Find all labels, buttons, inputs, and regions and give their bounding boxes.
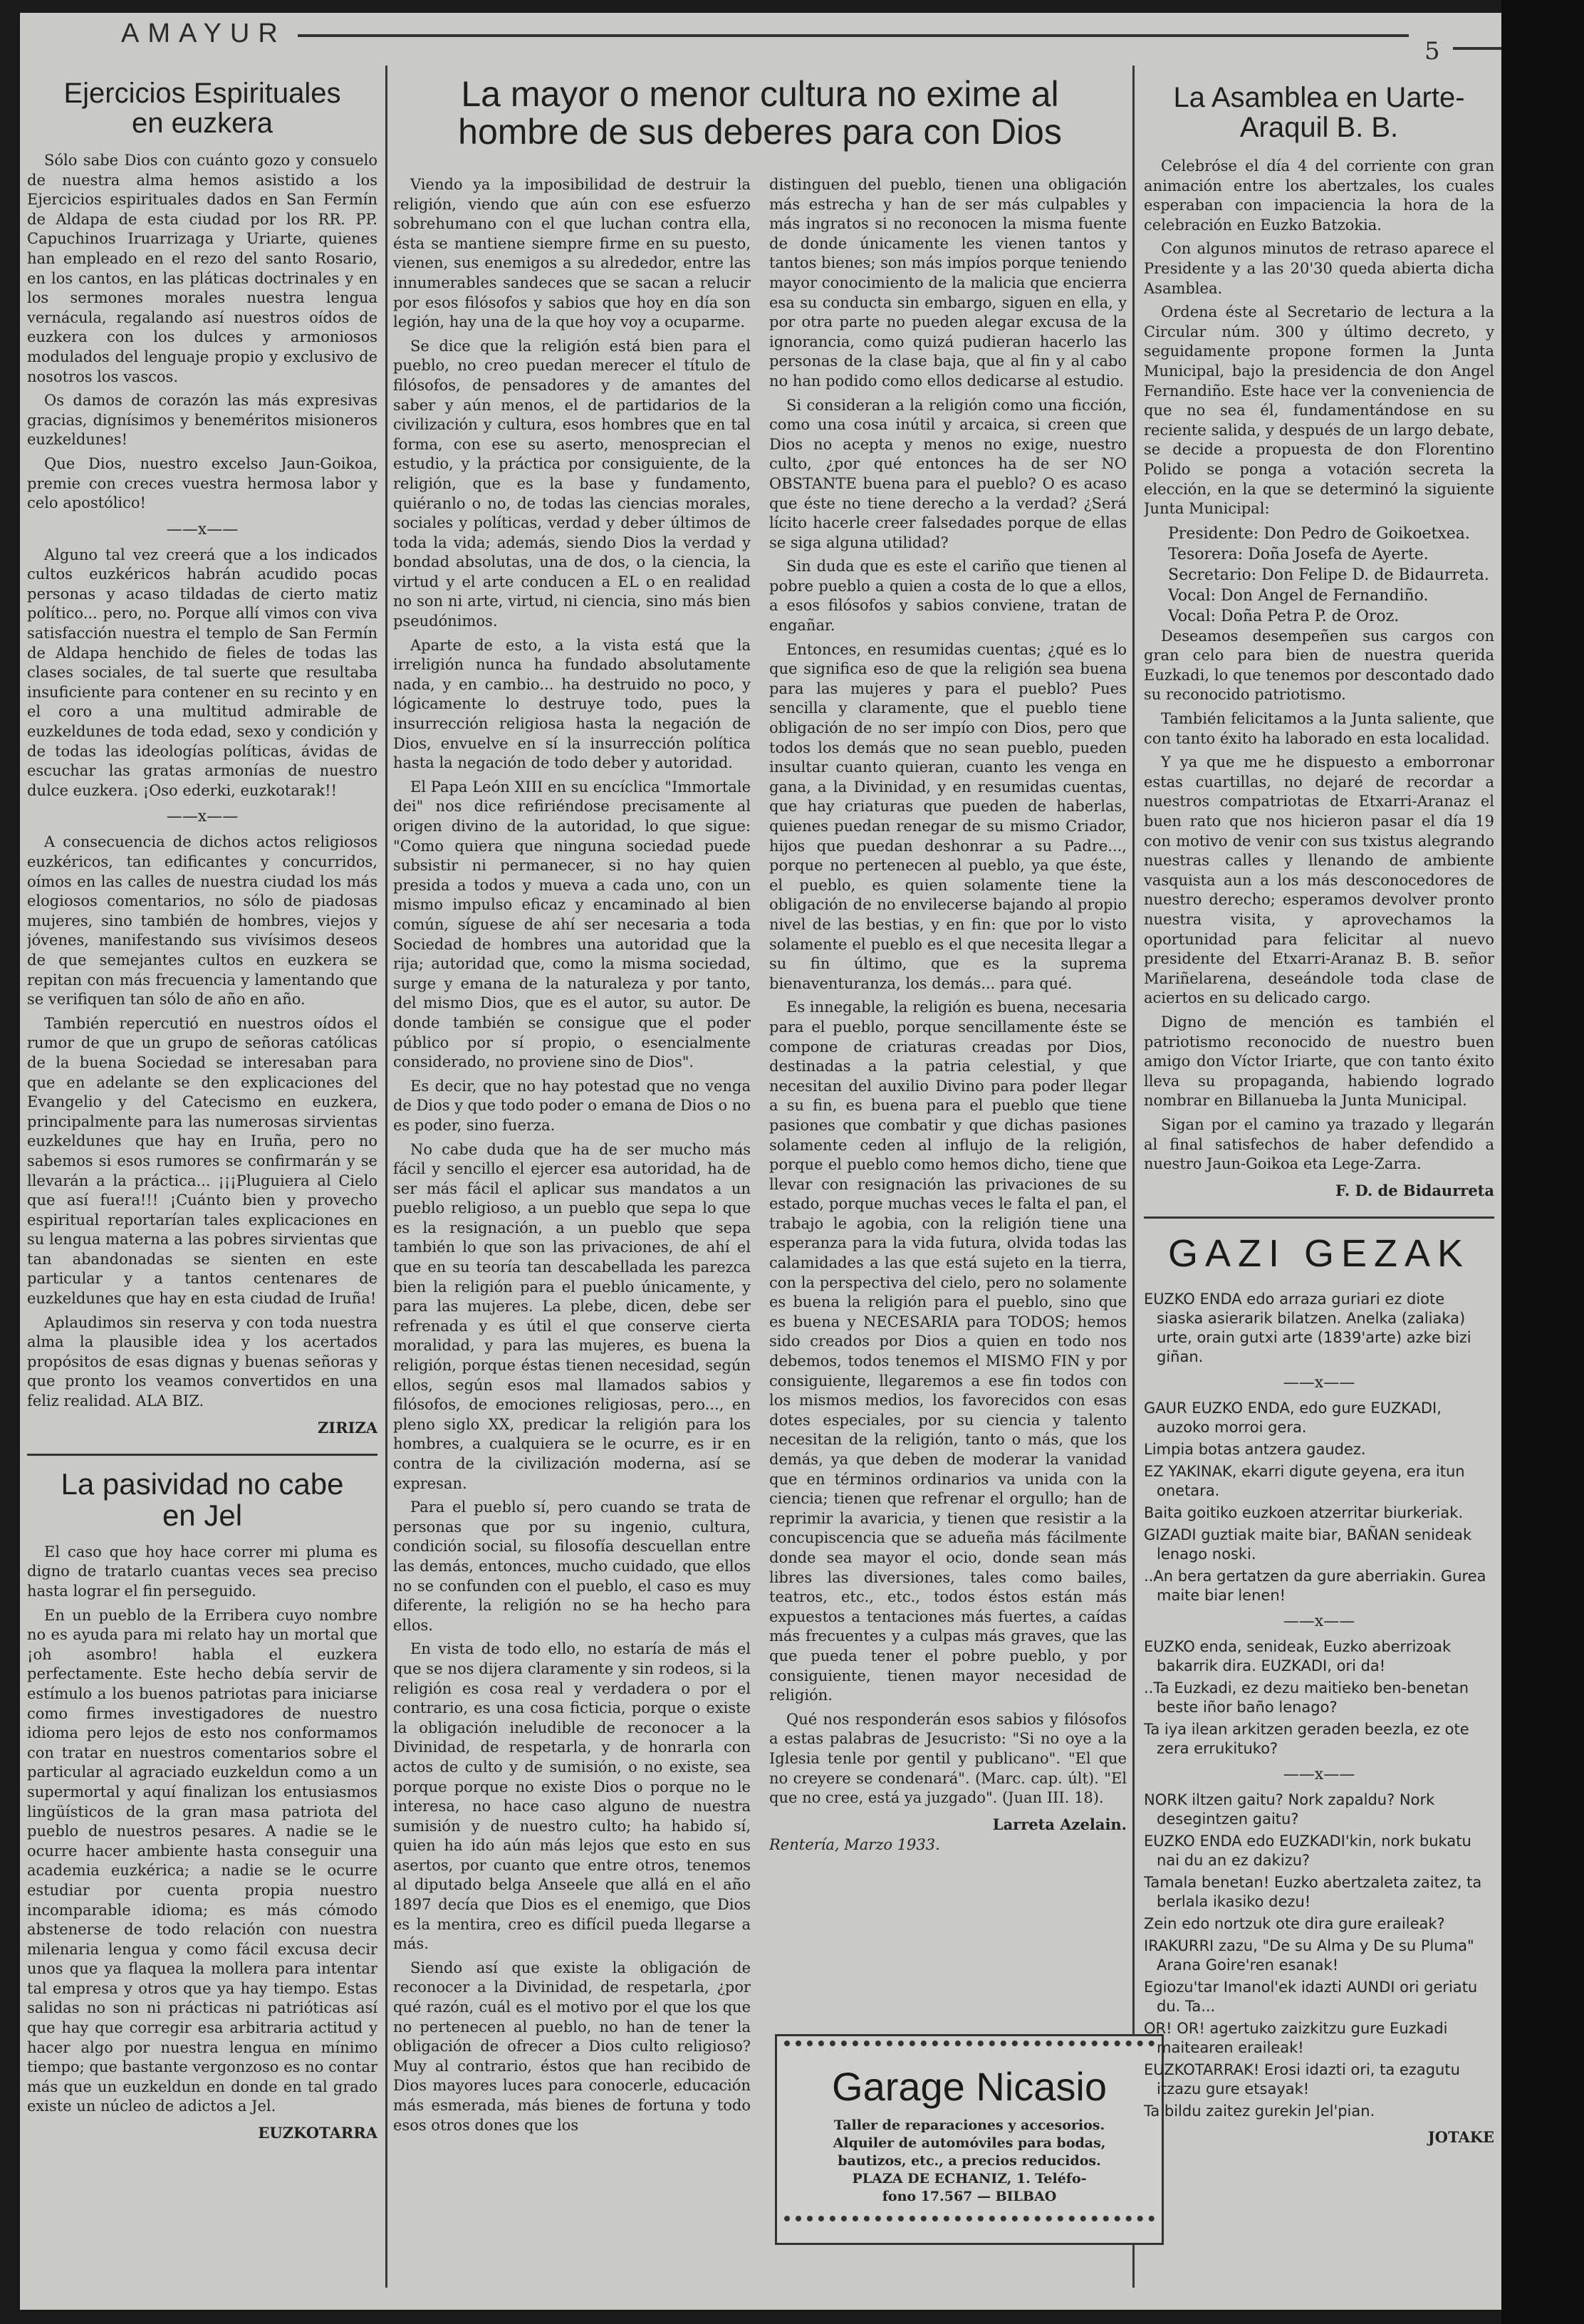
paragraph: Qué nos responderán esos sabios y filósofos a estas palabras de Jesucristo: "Si no oye a la Iglesia tenle por gentil y publicano". "El que no creyere se condenará". (Marc. cap. últ). "El que no cree, está ya juzgado". (Juan III. 18). [769,1710,1127,1807]
paragraph: Se dice que la religión está bien para el pueblo, no creo puedan merecer el título de filósofos, de pensadores y de amantes del saber y aún menos, el de partidarios de la civilización y cultura, esos hombres que en tal forma, con ese su aserto, menosprecian el estudio, y la práctica por consiguiente, de la religión, que es la base y fundamento, quiéranlo o no, de todas las ciencias morales, sociales y políticas, verdad y deber últimos de toda la vida; además, siendo Dios la verdad y bondad absolutas, una de dos, o la ciencia, la virtud y el arte conducen a EL o en realidad no son ni arte, virtud, ni ciencia, sino más bien pseudónimos. [393,337,751,630]
officer-line: Vocal: Don Angel de Fernandiño. [1168,586,1429,605]
column-divider [1132,66,1135,2288]
column-center [393,68,1127,2298]
place-date: Rentería, Marzo 1933. [769,1835,940,1853]
gazi-gezak-section [1144,1231,1494,2146]
article-title [27,78,377,138]
gazi-item: Tamala benetan! Euzko abertzaleta zaitez, ta berlala ikasiko dezu! [1144,1873,1482,1910]
paragraph: En un pueblo de la Erribera cuyo nombre no es ayuda para mi relato hay un mortal que ¡oh asombro! habla el euzkera perfectamente. Este hecho debía servir de estímulo a los buenos patriotas para iniciarse como firmes investigadores de nuestro idioma pero lejos de esto nos conformamos con tratar en nuestros comentarios sobre el particular al agraciado euzkeldun como a un supermortal y aquí finalizan los entusiasmos lingüísticos de la gran masa patriota del pueblo de nuestros pesares. A nadie se le ocurre hacer ambiente hasta conseguir una academia euzkérica; a nadie se le ocurre estudiar por cuenta propia nuestro incomparable idioma; es más cómodo abstenerse de todo relación con nuestra milenaria lengua y como fácil excusa decir unos que ya flaquea la mollera para intentar tal empresa y otros que ya hay tiempo. Estas salidas no son ni prácticas ni patrióticas así que hay que corregir esa arbitraria actitud y hacer algo por nuestra lengua en mínimo tiempo; que bastante vergonzoso es no contar más que un euzkeldun en donde en tal grado existe un núcleo de adictos a Jel. [27,1606,377,2115]
paragraph: Aparte de esto, a la vista está que la irreligión nunca ha fundado absolutamente nada, y en cambio... ha destruido no poco, y lógicamente lo destruye todo, pues la insurrección religiosa hasta la negación de Dios, envuelve en sí la insurrección política hasta la negación de todo deber y autoridad. [393,636,751,772]
separator: ——x—— [166,520,239,538]
article-title [393,75,1127,150]
paragraph: Viendo ya la imposibilidad de destruir la religión, viendo que aún con ese esfuerzo sobrehumano con el que luchan contra ella, ésta se mantiene siempre firme en su puesto, vienen, sus enemigos a su alrededor, entre las innumerables sandeces que se sacan a relucir por esos filósofos y sabios que hoy en día son legión, hay una de la que hoy voy a ocuparme. [393,176,751,331]
separator: ——x—— [1283,1765,1355,1783]
gazi-item: GIZADI guztiak maite biar, BAÑAN senideak lenago noski. [1144,1526,1472,1563]
paragraph: distinguen del pueblo, tienen una obligación más estrecha y han de ser más culpables y más ingratos si no reconocen la misma fuente de donde únicamente les vienen tantos y tantos bienes; son más impíos porque teniendo mayor conocimiento de la malicia que encierra esa su conducta sin embargo, siguen en ella, y por otra parte no pueden alegar excusa de la ignorancia, como quizá pudieran hacerlo las personas de la clase baja, que al fin y al cabo no han podido como ellos dedicarse al estudio. [769,176,1127,390]
paragraph: También repercutió en nuestros oídos el rumor de que un grupo de señoras católicas de la buena Sociedad se interesaban para que en adelante se den explicaciones del Evangelio y del Catecismo en euzkera, principalmente para las numerosas sirvientas euzkeldunes que hay en Iruña, pero no sabemos si esos rumores se confirmarán y se llevarán a la práctica... ¡¡¡Pluguiera al Cielo que así fuera!!! ¡Cuánto bien y provecho espiritual reportarían tales explicaciones en su lengua materna a las pobres sirvientas que tan abandonadas se sienten en este particular y a tantos centenares de euzkeldunes que hay en esta ciudad de Iruña! [27,1014,377,1308]
ad-title: Garage Nicasio [832,2064,1107,2109]
paragraph: Que Dios, nuestro excelso Jaun-Goikoa, premie con creces vuestra hermosa labor y celo apostólico! [27,454,377,512]
ad-line: Taller de reparaciones y accesorios. [833,2117,1105,2133]
masthead-rule-right [1453,47,1501,50]
column-divider [385,66,387,2288]
title-line: La mayor o menor cultura no exime al [461,74,1059,114]
article-title [1144,83,1494,142]
gazi-item: NORK iltzen gaitu? Nork zapaldu? Nork desegintzen gaitu? [1144,1791,1435,1828]
paragraph: Es decir, que no hay potestad que no venga de Dios y que todo poder o emana de Dios o no es poder, sino fuerza. [393,1077,751,1134]
center-subcolumn-left [393,175,751,2294]
title-line: en euzkera [132,108,273,139]
paragraph: A consecuencia de dichos actos religiosos euzkéricos, tan edificantes y concurridos, oímos en las calles de nuestra ciudad los más elogiosos comentarios, no sólo de piadosas mujeres, sino también de hombres, viejos y jóvenes, manifestando sus vivísimos deseos de que semejantes cultos en euzkera se repitan con más frecuencia y lamentando que se verifiquen tan sólo de año en año. [27,833,377,1009]
paragraph: Entonces, en resumidas cuentas; ¿qué es lo que significa eso de que la religión sea buena para las mujeres y para el pueblo? Pues sencilla y claramente, que el pueblo tiene obligación de no ser impío con Dios, pero que todos los demás que no sean pueblo, pueden insultar cuanto quieran, cuanto les venga en gana, a la Divinidad, y en resumidas cuentas, que hay criaturas que pueden de haberlas, quienes puedan renegar de su mismo Criador, hijos que puedan deshonrar a su Padre..., porque no pertenecen al pueblo, ya que éste, el pueblo, es quien solamente tiene la obligación de no envilecerse bajando al propio nivel de las bestias, y en fin: que por lo visto solamente el pueblo es el que necesita llegar a su fin último, que es la suprema bienaventuranza, los demás... para qué. [769,640,1127,992]
garage-advertisement [775,2034,1164,2245]
signature: EUZKOTARRA [258,2124,377,2142]
paragraph: También felicitamos a la Junta saliente, que con tanto éxito ha laborado en esta localidad. [1144,710,1494,747]
gazi-item: ..Ta Euzkadi, ez dezu maitieko ben-benetan beste iñor baño lenago? [1144,1679,1469,1716]
title-line: Araquil B. B. [1239,112,1399,143]
ad-border-pattern [784,2041,1155,2056]
title-line: La Asamblea en Uarte- [1173,82,1465,113]
ad-line: bautizos, etc., a precios reducidos. [838,2153,1101,2169]
paragraph: Y ya que me he dispuesto a emborronar estas cuartillas, no dejaré de recordar a nuestros compatriotas de Etxarri-Aranaz el buen rato que nos hicieron pasar el día 19 con motivo de venir con sus txistus alegrando nuestras calles y llenando de ambiente vasquista aun a los más desconocedores de nuestro derecho; esperamos devolver pronto nuestra visita, y aprovechamos la oportunidad para felicitar al nuevo presidente del Etxarri-Aranaz B. B. señor Mariñelarena, deseándole toda clase de aciertos en su delicado cargo. [1144,754,1494,1007]
column-left [27,68,377,2298]
paragraph: No cabe duda que ha de ser mucho más fácil y sencillo el ejercer esa autoridad, ha de ser más fácil el aplicar sus mandatos a un pueblo religioso, a un pueblo que sepa lo que es la resignación, a un pueblo que sepa también lo que son las privaciones, de ahí el que en su teoría tan descabellada les parezca bien la religión para el pueblo únicamente, y para las mujeres. La plebe, dicen, debe ser refrenada y es útil el que conserve cierta moralidad, y para las mujeres, es buena la religión, porque éstas tienen necesidad, según ellos, según esos mal llamados sabios y filósofos, de emociones religiosas, pero..., en pleno siglo XX, predicar la religión para los hombres, a cualquiera se le ocurre, es ir en contra de la civilización moderna, así se expresan. [393,1140,751,1492]
article-ejercicios [27,78,377,1437]
separator: ——x—— [1283,1612,1355,1630]
separator: ——x—— [1283,1373,1355,1392]
paragraph: Sin duda que es este el cariño que tienen al pobre pueblo a quien a costa de lo que a ellos, a esos filósofos y sabios conviene, tratan de engañar. [769,558,1127,635]
article-pasividad [27,1466,377,2142]
title-line: hombre de sus deberes para con Dios [458,111,1062,152]
column-right [1144,68,1494,2298]
ad-line: Alquiler de automóviles para bodas, [833,2135,1106,2151]
gazi-item: Limpia botas antzera gaudez. [1144,1440,1366,1458]
paragraph: Digno de mención es también el patriotismo reconocido de nuestro buen amigo don Víctor Iriarte, que con tanto éxito lleva su propaganda, habiendo logrado nombrar en Billanueba la Junta Municipal. [1144,1013,1494,1110]
masthead [20,13,1501,66]
newspaper-page [20,13,1501,2310]
paragraph: Alguno tal vez creerá que a los indicados cultos euzkéricos habrán acudido pocas personas y acaso tildadas de cierto matiz político... pero, no. Porque allí vimos con viva satisfacción nuestra el templo de San Fermín de Aldapa henchido de fieles de todas las clases sociales, de tal suerte que resultaba insuficiente para contener en su recinto y en el coro a una multitud admirable de euzkeldunes de toda edad, sexo y condición y de todas las ideologías políticas, ávidas de escuchar las gratas armonías de nuestro dulce euzkera. ¡Oso ederki, euzkotarak!! [27,546,377,799]
title-line: en Jel [162,1498,243,1532]
gazi-item: EUZKO ENDA edo EUZKADI'kin, nork bukatu nai du an ez dakizu? [1144,1832,1471,1869]
gazi-item: EUZKOTARRAK! Erosi idazti ori, ta ezagutu itzazu gure etsayak! [1144,2060,1460,2098]
paragraph: Con algunos minutos de retraso aparece el Presidente y a las 20'30 queda abierta dicha Asamblea. [1144,240,1494,297]
ad-line: PLAZA DE ECHANIZ, 1. Teléfo- [852,2171,1087,2187]
paragraph: El Papa León XIII en su encíclica "Immortale dei" nos dice refiriéndose precisamente al origen divino de la autoridad, lo que sigue: "Como quiera que ninguna sociedad puede subsistir ni permanecer, si no hay quien presida a todos y mueva a cada uno, con un mismo impulso eficaz y encaminado al bien común, síguese de ahí ser necesaria a toda Sociedad de hombres una autoridad que la rija; autoridad que, como la misma sociedad, surge y emana de la naturaleza y por tanto, del mismo Dios, que es el autor, su autor. De donde también se consigue que el poder público por sí propio, o esencialmente considerado, no proviene sino de Dios". [393,778,751,1071]
gazi-item: EZ YAKINAK, ekarri digute geyena, era itun onetara. [1144,1462,1465,1499]
center-subcolumn-right [769,175,1127,2027]
gazi-item: GAUR EUZKO ENDA, edo gure EUZKADI, auzoko morroi gera. [1144,1399,1442,1436]
title-line: Ejercicios Espirituales [63,78,341,109]
paragraph: Sólo sabe Dios con cuánto gozo y consuelo de nuestra alma hemos asistido a los Ejercicios espirituales dados en San Fermín de Aldapa de esta ciudad por los RR. PP. Capuchinos Iruarrizaga y Uriarte, quienes han empleado en el rezo del santo Rosario, en los cantos, en las pláticas doctrinales y en los sermones morales nuestra lengua vernácula, regalando así nuestros oídos de euzkera con los dulces y armoniosos modulados del lenguaje propio y exclusivo de nosotros los vascos. [27,152,377,385]
page-number: 5 [1424,37,1440,66]
officer-line: Presidente: Don Pedro de Goikoetxea. [1168,524,1470,543]
gazi-item: Egiozu'tar Imanol'ek idazti AUNDI ori geriatu du. Ta... [1144,1978,1478,2015]
paragraph: El caso que hoy hace correr mi pluma es digno de tratarlo cuantas veces sea preciso hasta lograr el fin perseguido. [27,1543,377,1600]
article-divider [1144,1216,1494,1219]
officer-line: Tesorera: Doña Josefa de Ayerte. [1168,545,1429,563]
gazi-item: Baita goitiko euzkoen atzerritar biurkeriak. [1144,1504,1464,1521]
gazi-item: EUZKO enda, senideak, Euzko aberrizoak bakarrik dira. EUZKADI, ori da! [1144,1637,1452,1674]
article-divider [27,1454,377,1456]
paragraph: Aplaudimos sin reserva y con toda nuestra alma la plausible idea y los acertados propósitos de esas dignas y buenas señoras y que pronto los veamos convertidos en una feliz realidad. ALA BIZ. [27,1313,377,1410]
signature: Larreta Azelain. [992,1815,1127,1833]
ad-line: fono 17.567 — BILBAO [882,2189,1057,2204]
signature: F. D. de Bidaurreta [1335,1181,1494,1199]
paragraph: Celebróse el día 4 del corriente con gran animación entre los abertzales, los cuales esperaban con impaciencia la hora de la celebración en Euzko Batzokia. [1144,157,1494,234]
paragraph: Ordena éste al Secretario de lectura a la Circular núm. 300 y último decreto, y seguidamente propone formen la Junta Municipal, bajo la presidencia de don Angel Fernandiño. Este hace ver la conveniencia de que no sea él, fundamentándose en su reciente salida, y después de un largo debate, se decide a propuesta de don Florentino Polido se ponga a votación secreta la elección, en la que se determinó la siguiente Junta Municipal: [1144,303,1494,518]
title-line: La pasividad no cabe [61,1466,344,1501]
officer-line: Vocal: Doña Petra P. de Oroz. [1168,607,1400,625]
article-title [27,1466,377,1532]
paragraph: Sigan por el camino ya trazado y llegarán al final satisfechos de haber defendido a nuestro Jaun-Goikoa eta Lege-Zarra. [1144,1115,1494,1173]
paragraph: Deseamos desempeñen sus cargos con gran celo para bien de nuestra querida Euzkadi, lo que tenemos por descontado dado su reconocido patriotismo. [1144,627,1494,704]
masthead-title: AMAYUR [121,19,286,48]
officer-line: Secretario: Don Felipe D. de Bidaurreta. [1168,566,1489,584]
gazi-item: ..An bera gertatzen da gure aberriakin. Gurea maite biar lenen! [1144,1567,1486,1604]
section-title: GAZI GEZAK [1167,1231,1471,1275]
gazi-item: Ta iya ilean arkitzen geraden beezla, ez ote zera errukituko? [1144,1720,1469,1757]
scan-dark-edge [1501,0,1584,2324]
gazi-item: IRAKURRI zazu, "De su Alma y De su Pluma" Arana Goire'ren esanak! [1144,1937,1474,1974]
article-asamblea [1144,83,1494,1199]
ad-border-pattern [784,2216,1155,2231]
masthead-rule [298,34,1409,37]
paragraph: Os damos de corazón las más expresivas gracias, dignísimos y beneméritos misioneros euzkeldunes! [27,392,377,449]
paragraph: Siendo así que existe la obligación de reconocer a la Divinidad, de respetarla, ¿por qué razón, cuál es el motivo por el que los que no pertenecen al pueblo, no han de tener la obligación de ofrecer a Dios culto religioso? Muy al contrario, éstos que han recibido de Dios mayores luces para conocerle, educación más esmerada, más bienes de fortuna y todo esos otros dones que los [393,1959,751,2134]
paragraph: Para el pueblo sí, pero cuando se trata de personas que por su ingenio, cultura, condición social, su filosofía descuellan entre las demás, entonces, mucho cuidado, que ellos no se confunden con el pueblo, el caso es muy diferente, la religión no se ha hecho para ellos. [393,1499,751,1634]
gazi-item: Zein edo nortzuk ote dira gure eraileak? [1144,1914,1445,1932]
gazi-item: EUZKO ENDA edo arraza guriari ez diote siaska asierarik bilatzen. Anelka (zaliaka) urte, orain gutxi arte (1839'arte) azke bizi giñan. [1144,1290,1471,1365]
gazi-item: Ta bildu zaitez gurekin Jel'pian. [1144,2102,1375,2120]
paragraph: Si consideran a la religión como una ficción, como una cosa inútil y arcaica, si creen que Dios no acepta y menos no exige, nuestro culto, ¿por qué entonces ha de ser NO OBSTANTE buena para el pueblo? O es acaso que éste no tiene derecho a la verdad? ¿Será lícito hacerle creer falsedades porque de ellas se siga alguna utilidad? [769,396,1127,551]
separator: ——x—— [166,808,239,826]
gazi-item: OR! OR! agertuko zaizkitzu gure Euzkadi maitearen eraileak! [1144,2019,1448,2056]
paragraph: Es innegable, la religión es buena, necesaria para el pueblo, porque sencillamente éste se compone de criaturas creadas por Dios, destinadas a la patria celestial, y que necesitan del auxilio Divino para poder llegar a su fin, es buena para el pueblo que tiene pasiones que combatir y que dichas pasiones solamente ceden al influjo de la religión, porque el pueblo como hemos dicho, tiene que llevar con resignación las privaciones de su estado, porque muchas veces le falta el pan, el trabajo le agobia, con la religión tiene una esperanza para la vida futura, olvida todas las calamidades a las que está sujeto en la tierra, con la perspectiva del cielo, pero no solamente es buena la religión para el pueblo, sino que es buena y NECESARIA para TODOS; hemos sido creados por Dios a quien en todo nos debemos, todos tenemos el MISMO FIN y por consiguiente, llegaremos a ese fin todos con los mismos medios, los favorecidos con esas dotes especiales, por su ciencia y talento necesitan de la religión, tanto o más, que los demás, ya que deben de moderar la vanidad que en términos ordinarios va unida con la ciencia; tienen que refrenar el orgullo; han de reprimir la avaricia, y tienen que resistir a la concupiscencia que se adueña más fácilmente donde sea mayor el ocio, donde sean más libres las diversiones, tales como bailes, teatros, etc., etc., todos éstos están más expuestos a tentaciones más fuertes, a caídas más frecuentes y a culpas más graves, que las que pueda tener el pobre pueblo, y por consiguiente, tienen mayor necesidad de religión. [769,999,1127,1704]
paragraph: En vista de todo ello, no estaría de más el que se nos dijera claramente y sin rodeos, si la religión es cosa real y verdadera o por el contrario, es una cosa ficticia, porque o existe la obligación ineludible de reconocer a la Divinidad, de respetarla, y de honrarla con actos de culto y de sumisión, o no existe, sea porque porque no existe Dios o porque no le interesa, no hace caso alguno de nuestra sumisión y de nuestro culto; ha habido sí, quien ha ido aún más lejos que esto en sus asertos, por cuanto que entre otros, tenemos al diputado belga Anseele que allá en el año 1897 decía que Dios es el enemigo, que Dios es la mentira, creo es difícil pueda llegarse a más. [393,1640,751,1953]
signature: JOTAKE [1427,2127,1494,2146]
signature: ZIRIZA [317,1418,377,1437]
